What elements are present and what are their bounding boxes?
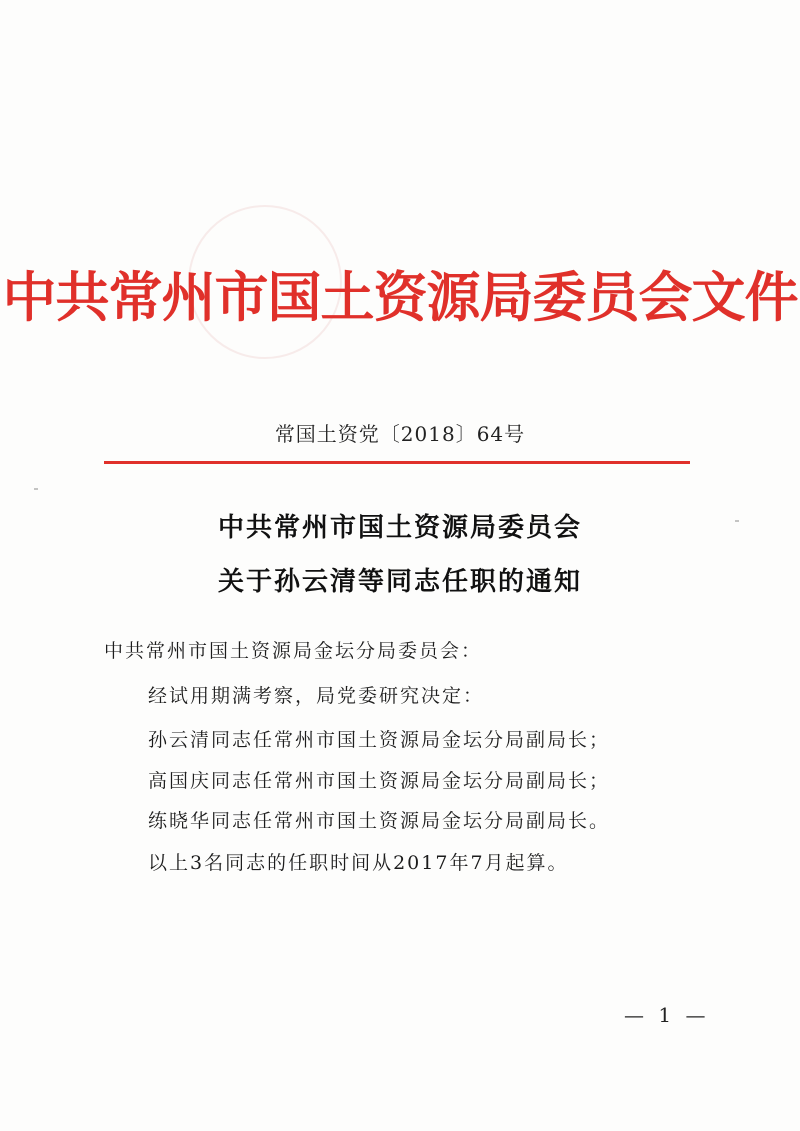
body-paragraph-appointment-3: 练晓华同志任常州市国土资源局金坛分局副局长。 — [148, 810, 611, 832]
body-paragraph-appointment-2: 高国庆同志任常州市国土资源局金坛分局副局长； — [148, 770, 611, 792]
page-number: — 1 — — [624, 1003, 710, 1027]
body-paragraph-decision: 经试用期满考察，局党委研究决定： — [148, 685, 485, 707]
scan-speck — [34, 488, 38, 490]
addressee: 中共常州市国土资源局金坛分局委员会： — [104, 640, 483, 662]
notice-title-line-2: 关于孙云清等同志任职的通知 — [217, 567, 582, 597]
document-number: 常国土资党〔2018〕64号 — [274, 422, 526, 446]
red-separator-line — [104, 461, 690, 464]
body-paragraph-appointment-1: 孙云清同志任常州市国土资源局金坛分局副局长； — [148, 729, 611, 751]
body-paragraph-effective-date: 以上3名同志的任职时间从2017年7月起算。 — [148, 852, 569, 874]
scan-speck — [735, 520, 739, 522]
notice-title-line-1: 中共常州市国土资源局委员会 — [217, 513, 582, 543]
document-issuer-header: 中共常州市国土资源局委员会文件 — [2, 265, 798, 329]
